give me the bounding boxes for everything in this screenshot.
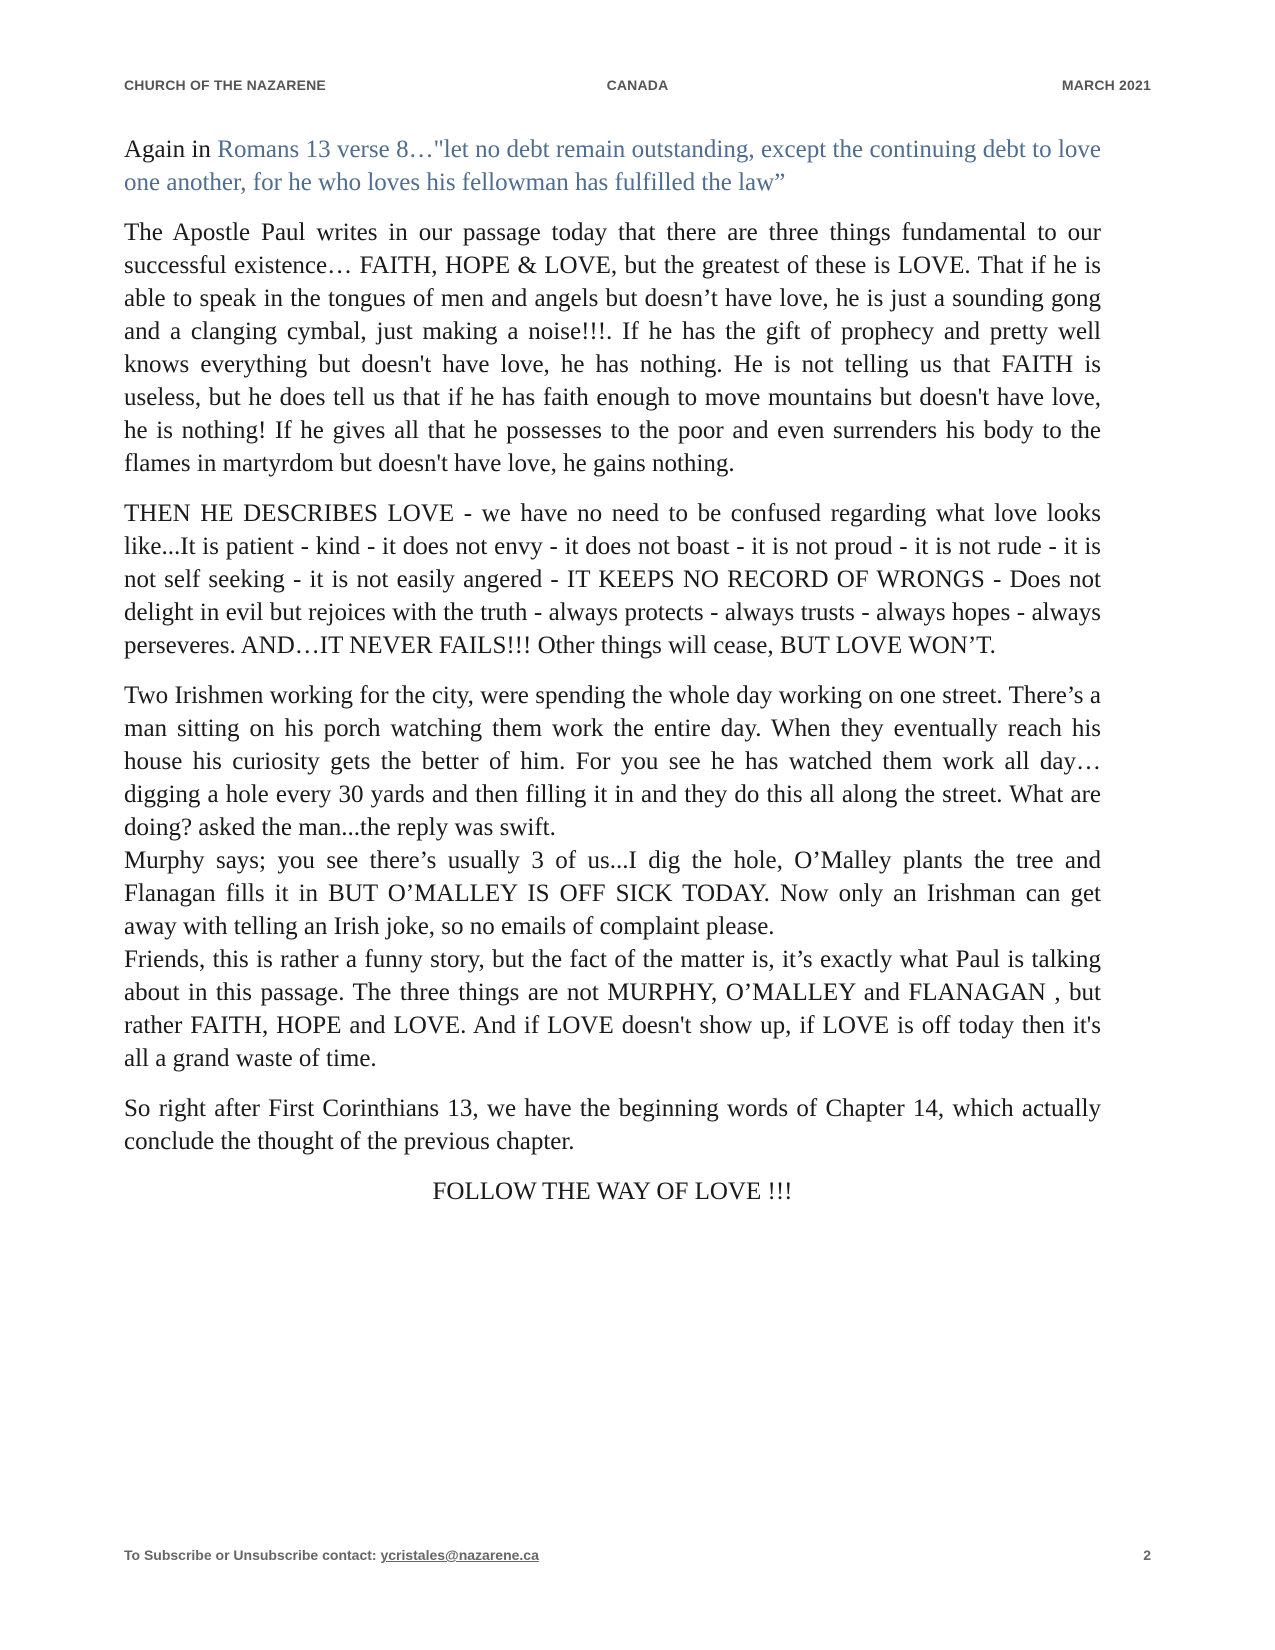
document-body	[124, 133, 1101, 1225]
paragraph-chapter-14: So right after First Corinthians 13, we have the beginning words of Chapter 14, which actually conclude the thought of the previous chapter.	[124, 1095, 1101, 1155]
page-header	[124, 77, 1151, 97]
header-date: MARCH 2021	[1061, 77, 1151, 93]
scripture-quote: Romans 13 verse 8…"let no debt remain outstanding, except the continuing debt to love one another, for he who loves his fellowman has fulfilled the law”	[124, 136, 1101, 196]
email-link[interactable]: ycristales@nazarene.ca	[380, 1547, 539, 1563]
paragraph-apostle-paul: The Apostle Paul writes in our passage today that there are three things fundamental to our successful existence… FAITH, HOPE & LOVE, but the greatest of these is LOVE. That if he is able to speak in the tongues of men and angels but doesn’t have love, he is just a sounding gong and a clanging cymbal, just making a noise!!!. If he has the gift of prophecy and pretty well knows everything but doesn't have love, he has nothing. He is not telling us that FAITH is useless, but he does tell us that if he has faith enough to move mountains but doesn't have love, he is nothing! If he gives all that he possesses to the poor and even surrenders his body to the flames in martyrdom but doesn't have love, he gains nothing.	[124, 219, 1101, 477]
footer-contact-label: To Subscribe or Unsubscribe contact:	[124, 1547, 381, 1563]
paragraph-murphy: Murphy says; you see there’s usually 3 of us...I dig the hole, O’Malley plants the tree and Flanagan fills it in BUT O’MALLEY IS OFF SICK TODAY. Now only an Irishman can get away with telling an Irish joke, so no emails of complaint please.	[124, 847, 1101, 940]
header-country: CANADA	[606, 77, 669, 93]
closing-line: FOLLOW THE WAY OF LOVE !!!	[432, 1178, 793, 1205]
paragraph-describes-love: THEN HE DESCRIBES LOVE - we have no need to be confused regarding what love looks like...It is patient - kind - it does not envy - it does not boast - it is not proud - it is not rude - it is not self seeking - it is not easily angered - IT KEEPS NO RECORD OF WRONGS - Does not delight in evil but rejoices with the truth - always protects - always trusts - always hopes - always perseveres. AND…IT NEVER FAILS!!! Other things will cease, BUT LOVE WON’T.	[124, 500, 1101, 659]
paragraph-friends: Friends, this is rather a funny story, but the fact of the matter is, it’s exactly what Paul is talking about in this passage. The three things are not MURPHY, O’MALLEY and FLANAGAN , but rather FAITH, HOPE and LOVE. And if LOVE doesn't show up, if LOVE is off today then it's all a grand waste of time.	[124, 946, 1101, 1072]
page-footer	[124, 1547, 1151, 1567]
page-number: 2	[1143, 1547, 1151, 1563]
paragraph-romans-intro: Again in	[124, 136, 218, 163]
paragraph-romans	[124, 133, 1101, 199]
paragraph-irishmen-story: Two Irishmen working for the city, were spending the whole day working on one street. There’s a man sitting on his porch watching them work the entire day. When they eventually reach his house his curiosity gets the better of him. For you see he has watched them work all day…digging a hole every 30 yards and then filling it in and they do this all along the street. What are doing? asked the man...the reply was swift.	[124, 682, 1101, 841]
header-organization: CHURCH OF THE NAZARENE	[124, 77, 326, 93]
footer-contact	[124, 1547, 539, 1563]
